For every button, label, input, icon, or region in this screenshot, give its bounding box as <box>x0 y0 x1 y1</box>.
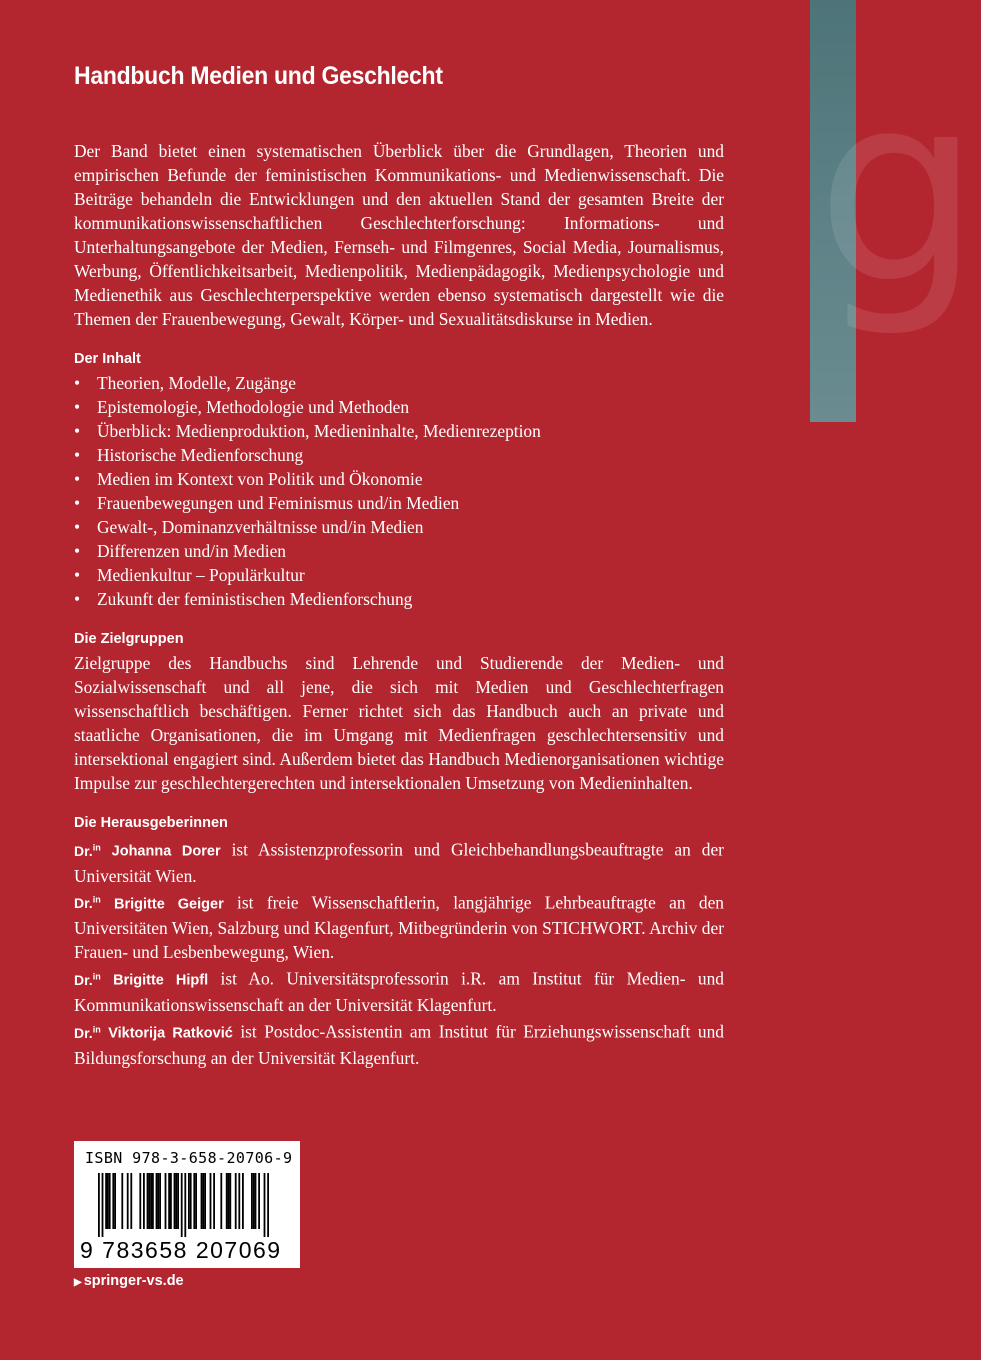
barcode-bar <box>148 1173 150 1229</box>
barcode-bar <box>159 1173 161 1229</box>
barcode-digits: 9 783658 207069 <box>80 1237 282 1263</box>
barcode-bar <box>255 1173 257 1229</box>
barcode-bar <box>251 1173 253 1229</box>
zielgruppen-heading: Die Zielgruppen <box>74 631 184 647</box>
editor-bio <box>74 964 724 1017</box>
back-cover-content <box>74 62 724 1070</box>
barcode-bar <box>139 1173 141 1229</box>
academic-title: Dr.$^{in}$ <box>74 894 101 912</box>
barcode-bar <box>184 1173 186 1237</box>
editor-bio <box>74 1017 724 1070</box>
barcode-bar <box>238 1173 240 1229</box>
zielgruppen-paragraph: Zielgruppe des Handbuchs sind Lehrende und Studierende der Medien- und Sozialwissenschaft und all jene, die sich mit Medien und Geschlechterfragen wissenschaftlich beschäftigen. Ferner richtet sich das Handbuch auch an private und staatliche Organisationen, die im Umgang mit Medienfragen geschlechtersensitiv und intersektional engagiert sind. Außerdem bietet das Handbuch Medienorganisationen wichtige Impulse zur geschlechtergerechten und intersektionalen Umsetzung von Medieninhalten. <box>74 653 724 793</box>
editor-name: Johanna Dorer <box>111 843 221 860</box>
bullet-icon: • <box>74 517 81 537</box>
editor-bio <box>74 835 724 888</box>
bullet-icon: • <box>74 565 81 585</box>
isbn-label: ISBN 978-3-658-20706-9 <box>85 1149 293 1167</box>
bullet-icon: • <box>74 397 81 417</box>
editor-description: ist Ao. Universitätsprofessorin i.R. am Institut für Medien- und Kommunikationswissenschaft an der Universität Klagenfurt. <box>74 968 724 1015</box>
barcode-bar <box>253 1173 255 1229</box>
barcode-bar <box>210 1173 212 1229</box>
barcode-bar <box>156 1173 158 1229</box>
barcode-bars <box>98 1173 278 1237</box>
barcode-bar <box>228 1173 230 1229</box>
barcode-bar <box>195 1173 197 1229</box>
barcode-bar <box>267 1173 269 1237</box>
arrow-icon: ▶ <box>74 1277 82 1288</box>
list-item: • Frauenbewegungen und Feminismus und/in Medien <box>74 493 460 513</box>
barcode-bar <box>201 1173 203 1229</box>
isbn-barcode <box>74 1141 300 1268</box>
barcode-bar <box>181 1173 183 1237</box>
barcode-bar <box>112 1173 114 1229</box>
list-item: • Gewalt-, Dominanzverhältnisse und/in Medien <box>74 517 424 537</box>
academic-title: Dr.$^{in}$ <box>74 971 101 988</box>
editor-name: Brigitte Hipfl <box>113 972 209 989</box>
inhalt-list <box>74 371 724 611</box>
herausgeberinnen-heading: Die Herausgeberinnen <box>74 815 228 831</box>
barcode-bar <box>264 1173 266 1237</box>
bullet-icon: • <box>74 493 81 513</box>
list-item: • Überblick: Medienproduktion, Medieninhalte, Medienrezeption <box>74 421 541 441</box>
barcode-bar <box>127 1173 129 1229</box>
list-item: • Zukunft der feministischen Medienforschung <box>74 589 413 609</box>
barcode-bar <box>105 1173 107 1229</box>
bullet-icon: • <box>74 421 81 441</box>
bullet-icon: • <box>74 589 81 609</box>
barcode-bar <box>107 1173 109 1229</box>
editor-description: ist Assistenzprofessorin und Gleichbehandlungsbeauftragte an der Universität Wien. <box>74 839 724 886</box>
barcode-bar <box>157 1173 159 1229</box>
list-item: • Historische Medienforschung <box>74 445 304 465</box>
barcode-bar <box>147 1173 149 1229</box>
barcode-bar <box>165 1173 167 1229</box>
barcode-bar <box>204 1173 206 1229</box>
barcode-bar <box>202 1173 204 1229</box>
barcode-bar <box>109 1173 111 1229</box>
spine-decoration <box>810 0 981 422</box>
barcode-bar <box>190 1173 192 1229</box>
barcode-bar <box>229 1173 231 1229</box>
list-item: • Medien im Kontext von Politik und Ökonomie <box>74 469 423 489</box>
barcode-bar <box>226 1173 228 1229</box>
editor-name: Brigitte Geiger <box>114 896 224 913</box>
barcode-bar <box>130 1173 132 1229</box>
inhalt-heading: Der Inhalt <box>74 351 141 367</box>
academic-title: Dr.$^{in}$ <box>74 842 101 859</box>
barcode-bar <box>193 1173 195 1229</box>
editor-name: Viktorija Ratković <box>108 1025 233 1042</box>
barcode-bar <box>235 1173 237 1229</box>
barcode-bar <box>242 1173 244 1229</box>
barcode-bar <box>114 1173 116 1229</box>
barcode-bar <box>150 1173 152 1229</box>
list-item: • Medienkultur – Populärkultur <box>74 565 305 585</box>
list-item: • Differenzen und/in Medien <box>74 541 286 561</box>
barcode-bar <box>177 1173 179 1229</box>
publisher-url[interactable]: ▶ springer-vs.de <box>74 1273 184 1289</box>
barcode-bar <box>143 1173 145 1229</box>
barcode-bar <box>98 1173 100 1237</box>
barcode-bar <box>168 1173 170 1229</box>
barcode-bar <box>152 1173 154 1229</box>
academic-title: Dr.$^{in}$ <box>74 1023 101 1041</box>
barcode-bar <box>174 1173 176 1229</box>
barcode-bar <box>175 1173 177 1229</box>
bullet-icon: • <box>74 541 81 561</box>
editor-description: ist freie Wissenschaftlerin, langjährige Lehrbeauftragte an den Universitäten Wien, Salzburg und Klagenfurt, Mitbegründerin von STICHWORT. Archiv der Frauen- und Lesbenbewegung, Wien. <box>74 892 724 963</box>
barcode-bar <box>220 1173 222 1229</box>
intro-paragraph: Der Band bietet einen systematischen Überblick über die Grundlagen, Theorien und empirischen Befunde der feministischen Kommunikations- und Medienwissenschaft. Die Beiträge behandeln die Entwicklungen und den aktuellen Stand der gesamten Breite der kommunikationswissenschaftlichen Geschlechterforschung: Informations- und Unterhaltungsangebote der Medien, Fernseh- und Filmgenres, Social Media, Journalismus, Werbung, Öffentlichkeitsarbeit, Medienpolitik, Medienpädagogik, Medienpsychologie und Medienethik aus Geschlechterperspektive werden ebenso systematisch dargestellt wie die Themen der Frauenbewegung, Gewalt, Körper- und Sexualitätsdiskurse in Medien. <box>74 141 724 329</box>
bullet-icon: • <box>74 445 81 465</box>
barcode-bar <box>188 1173 190 1229</box>
list-item: • Theorien, Modelle, Zugänge <box>74 373 296 393</box>
barcode-bar <box>258 1173 260 1229</box>
barcode-bar <box>170 1173 172 1229</box>
barcode-bar <box>102 1173 104 1237</box>
bullet-icon: • <box>74 373 81 393</box>
editor-description: ist Postdoc-Assistentin am Institut für Erziehungswissenschaft und Bildungsforschung an der Universität Klagenfurt. <box>74 1021 724 1068</box>
book-title: Handbuch Medien und Geschlecht <box>74 62 443 90</box>
barcode-bar <box>121 1173 123 1229</box>
decorative-letter: g <box>816 39 981 341</box>
editor-bio <box>74 888 724 965</box>
list-item: • Epistemologie, Methodologie und Methoden <box>74 397 410 417</box>
bullet-icon: • <box>74 469 81 489</box>
barcode-bar <box>213 1173 215 1229</box>
